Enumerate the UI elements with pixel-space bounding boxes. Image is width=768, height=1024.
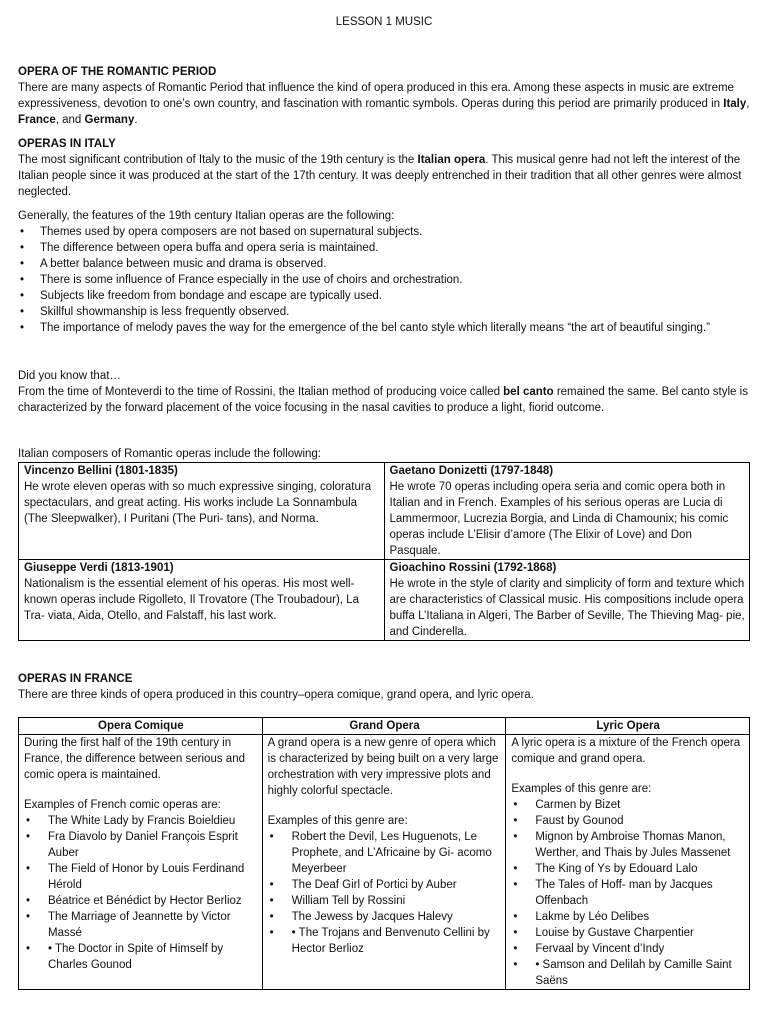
lesson-title: LESSON 1 MUSIC	[335, 16, 433, 28]
romantic-section	[18, 64, 750, 128]
composer-description: He wrote eleven operas with so much expressive singing, coloratura spectaculars, and great acting. His works include La Sonnambula (The Sleepwalker), I Puritani (The Puri- tans), and Norma.	[24, 481, 372, 525]
italy-paragraph	[18, 152, 750, 200]
bel-canto-term: bel canto	[503, 386, 554, 398]
table-row	[19, 560, 750, 641]
list-item: • The White Lady by Francis Boieldieu	[24, 813, 258, 829]
country-germany: Germany	[84, 114, 135, 126]
composer-name: Gaetano Donizetti (1797-1848)	[389, 465, 554, 477]
list-item: • Fra Diavolo by Daniel François Esprit Auber	[24, 829, 258, 861]
italy-text: . This musical genre had not left the interest of the Italian people since it was produced at the start of the 17th century. It was deeply entrenched in their tradition that all other genres were almost neglected.	[18, 154, 742, 198]
composer-description: He wrote 70 operas including opera seria and comic opera both in Italian and in French. Examples of his serious operas are Lucia di Lammermoor, Lucrezia Borgia, and Linda di Chamounix; his comic operas include L’Elisir d’amore (The Elixir of Love) and Don Pasquale.	[389, 481, 729, 557]
composer-cell-donizetti	[384, 463, 750, 560]
lyric-cell	[506, 735, 750, 990]
italy-text: The most significant contribution of Italy to the music of the 19th century is the	[18, 154, 418, 166]
list-item: • Faust by Gounod	[511, 813, 745, 829]
did-you-know-text: remained the same. Bel canto style is characterized by the forward placement of the voice focusing in the nasal cavities to produce a light, fiorid outcome.	[18, 386, 748, 414]
romantic-paragraph	[18, 80, 750, 128]
lyric-examples-intro: Examples of this genre are:	[511, 783, 652, 795]
section-heading-italy: OPERAS IN ITALY	[18, 138, 116, 150]
column-header-grand: Grand Opera	[262, 718, 506, 735]
composer-cell-rossini	[384, 560, 750, 641]
grand-description: A grand opera is a new genre of opera which is characterized by being built on a very large orchestration with very impressive plots and highly colorful spectacle.	[267, 737, 499, 797]
separator: , and	[55, 114, 85, 126]
list-item: • • Samson and Delilah by Camille Saint Saëns	[511, 957, 745, 989]
composers-intro: Italian composers of Romantic operas include the following:	[18, 448, 321, 460]
composer-description: He wrote in the style of clarity and simplicity of form and texture which are characteristics of Classical music. His compositions include opera buffa L’Italiana in Algeri, The Barber of Seville, The Thieving Mag- pie, and Cinderella.	[389, 578, 745, 638]
list-item: • There is some influence of France especially in the use of choirs and orchestration.	[18, 272, 750, 288]
list-item: • William Tell by Rossini	[268, 893, 502, 909]
france-section	[18, 671, 750, 990]
grand-examples-intro: Examples of this genre are:	[267, 815, 408, 827]
lyric-description: A lyric opera is a mixture of the French opera comique and grand opera.	[511, 737, 741, 765]
country-france: France	[18, 114, 56, 126]
section-heading-romantic: OPERA OF THE ROMANTIC PERIOD	[18, 66, 217, 78]
table-header-row	[19, 718, 750, 735]
grand-cell	[262, 735, 506, 990]
did-you-know-paragraph	[18, 384, 750, 416]
composer-name: Giuseppe Verdi (1813-1901)	[24, 562, 174, 574]
france-paragraph: There are three kinds of opera produced in this country–opera comique, grand opera, and lyric opera.	[18, 689, 534, 701]
list-item: • The Field of Honor by Louis Ferdinand Hérold	[24, 861, 258, 893]
list-item: • Skillful showmanship is less frequently observed.	[18, 304, 750, 320]
comique-examples-intro: Examples of French comic operas are:	[24, 799, 221, 811]
section-heading-france: OPERAS IN FRANCE	[18, 673, 133, 685]
comique-description: During the first half of the 19th century in France, the difference between serious and comic opera is maintained.	[24, 737, 245, 781]
list-item: • Louise by Gustave Charpentier	[511, 925, 745, 941]
column-header-comique: Opera Comique	[19, 718, 263, 735]
list-item: • Themes used by opera composers are not based on supernatural subjects.	[18, 224, 750, 240]
list-item: • The difference between opera buffa and opera seria is maintained.	[18, 240, 750, 256]
list-item: • The Deaf Girl of Portici by Auber	[268, 877, 502, 893]
composer-cell-bellini	[19, 463, 385, 560]
italian-opera-term: Italian opera	[417, 154, 486, 166]
features-intro: Generally, the features of the 19th century Italian operas are the following:	[18, 210, 395, 222]
composer-name: Gioachino Rossini (1792-1868)	[389, 562, 557, 574]
list-item: • Carmen by Bizet	[511, 797, 745, 813]
table-row	[19, 463, 750, 560]
list-item: • • The Trojans and Benvenuto Cellini by Hector Berlioz	[268, 925, 502, 957]
period: .	[134, 114, 138, 126]
list-item: • Robert the Devil, Les Huguenots, Le Prophete, and L’Africaine by Gi- acomo Meyerbeer	[268, 829, 502, 877]
lyric-examples-list	[511, 797, 745, 989]
did-you-know-intro: Did you know that…	[18, 370, 121, 382]
composer-description: Nationalism is the essential element of his operas. His most well- known operas include Rigolleto, Il Trovatore (The Troubadour), La Tra- viata, Aida, Otello, and Falstaff, his last work.	[24, 578, 359, 622]
list-item: • Mignon by Ambroise Thomas Manon, Werther, and Thais by Jules Massenet	[511, 829, 745, 861]
country-italy: Italy	[723, 98, 747, 110]
did-you-know-text: From the time of Monteverdi to the time of Rossini, the Italian method of producing voice called	[18, 386, 504, 398]
list-item: • • The Doctor in Spite of Himself by Charles Gounod	[24, 941, 258, 973]
list-item: • The Jewess by Jacques Halevy	[268, 909, 502, 925]
list-item: • Lakme by Léo Delibes	[511, 909, 745, 925]
composers-section	[18, 446, 750, 641]
list-item: • A better balance between music and drama is observed.	[18, 256, 750, 272]
column-header-lyric: Lyric Opera	[506, 718, 750, 735]
features-list	[18, 224, 750, 336]
italy-section	[18, 136, 750, 336]
comique-cell	[19, 735, 263, 990]
did-you-know-section	[18, 368, 750, 416]
table-row	[19, 735, 750, 990]
romantic-text: There are many aspects of Romantic Period that influence the kind of opera produced in this era. Among these aspects in music are extreme expressiveness, devotion to one’s own country, and fascination with romantic symbols. Operas during this period are primarily produced in	[18, 82, 734, 110]
separator: ,	[746, 98, 750, 110]
comique-examples-list	[24, 813, 258, 973]
list-item: • Subjects like freedom from bondage and escape are typically used.	[18, 288, 750, 304]
list-item: • The King of Ys by Edouard Lalo	[511, 861, 745, 877]
list-item: • The Tales of Hoff- man by Jacques Offenbach	[511, 877, 745, 909]
grand-examples-list	[268, 829, 502, 957]
list-item: • Fervaal by Vincent d’Indy	[511, 941, 745, 957]
list-item: • The Marriage of Jeannette by Victor Massé	[24, 909, 258, 941]
composer-name: Vincenzo Bellini (1801-1835)	[24, 465, 178, 477]
french-opera-table	[18, 717, 750, 990]
composer-cell-verdi	[19, 560, 385, 641]
composers-table	[18, 462, 750, 641]
list-item: • The importance of melody paves the way for the emergence of the bel canto style which literally means “the art of beautiful singing.”	[18, 320, 750, 336]
list-item: • Béatrice et Bénédict by Hector Berlioz	[24, 893, 258, 909]
